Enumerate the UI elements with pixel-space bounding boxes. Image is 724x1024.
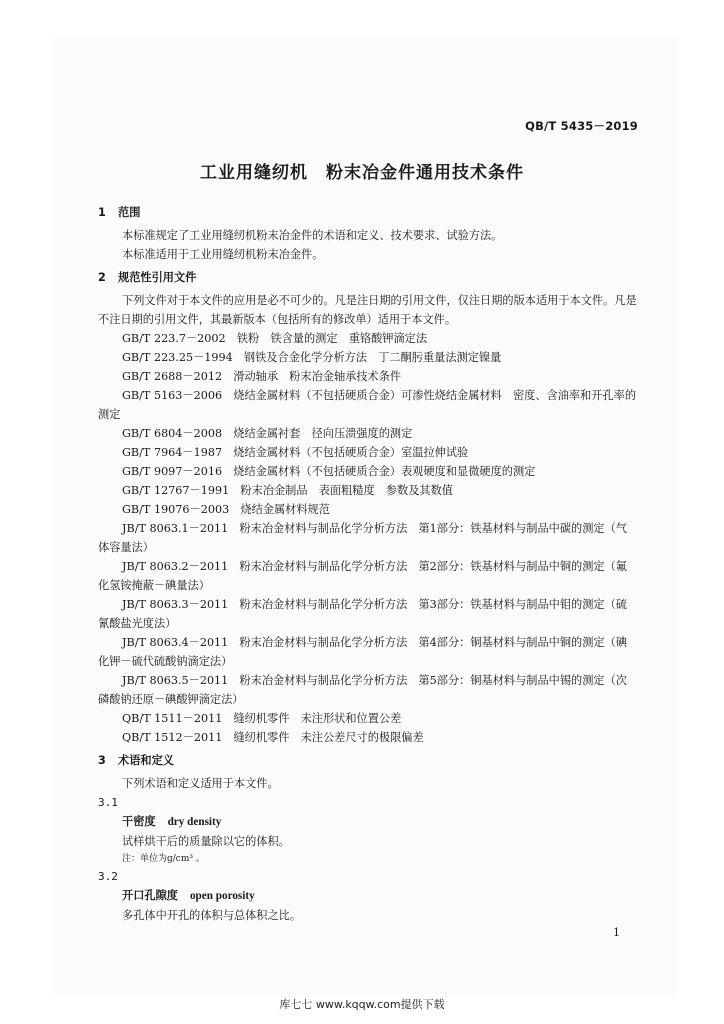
reference-item: JB/T 8063.2－2011 粉末冶金材料与制品化学分析方法 第2部分：铁基材料与制品中铜的测定（氟化氢铵掩蔽－碘量法） xyxy=(98,560,627,592)
reference-item: JB/T 8063.3－2011 粉末冶金材料与制品化学分析方法 第3部分：铁基材料与制品中钼的测定（硫氰酸盐光度法） xyxy=(98,598,627,630)
section-3-heading: 3 术语和定义 xyxy=(98,754,174,767)
reference-item: QB/T 1511－2011 缝纫机零件 未注形状和位置公差 xyxy=(122,712,402,725)
reference-item: QB/T 1512－2011 缝纫机零件 未注公差尺寸的极限偏差 xyxy=(122,731,424,744)
term-en: open porosity xyxy=(189,890,255,902)
term-heading xyxy=(98,886,638,906)
term-definition: 试样烘干后的质量除以它的体积。 xyxy=(122,835,290,848)
paragraph: 本标准规定了工业用缝纫机粉末冶金件的术语和定义、技术要求、试验方法。 xyxy=(122,229,503,242)
doc-code: QB/T 5435－2019 xyxy=(525,119,638,133)
term-cn: 开口孔隙度 xyxy=(122,888,178,902)
term-definition: 多孔体中开孔的体积与总体积之比。 xyxy=(122,909,302,922)
reference-item: GB/T 223.25－1994 钢铁及合金化学分析方法 丁二酮肟重量法测定镍量 xyxy=(122,351,502,364)
download-footer: 库七七 www.kqqw.com提供下载 xyxy=(279,998,445,1011)
doc-title: 工业用缝纫机 粉末冶金件通用技术条件 xyxy=(200,163,524,183)
reference-item: GB/T 6804－2008 烧结金属衬套 径向压溃强度的测定 xyxy=(122,427,413,440)
term-cn: 干密度 xyxy=(122,814,156,828)
document-body xyxy=(98,203,638,925)
section-2-heading: 2 规范性引用文件 xyxy=(98,271,197,284)
reference-item: GB/T 12767－1991 粉末冶金制品 表面粗糙度 参数及其数值 xyxy=(122,484,453,497)
paragraph: 下列术语和定义适用于本文件。 xyxy=(122,777,279,790)
page-number: 1 xyxy=(613,926,620,939)
reference-item: JB/T 8063.1－2011 粉末冶金材料与制品化学分析方法 第1部分：铁基材料与制品中碳的测定（气体容量法） xyxy=(98,522,627,554)
paragraph: 下列文件对于本文件的应用是必不可少的。凡是注日期的引用文件，仅注日期的版本适用于本文件。凡是不注日期的引用文件，其最新版本（包括所有的修改单）适用于本文件。 xyxy=(98,294,637,326)
reference-item: GB/T 5163－2006 烧结金属材料（不包括硬质合金）可渗性烧结金属材料 密度、含油率和开孔率的测定 xyxy=(98,389,637,421)
term-heading xyxy=(98,812,638,832)
reference-item: JB/T 8063.4－2011 粉末冶金材料与制品化学分析方法 第4部分：铜基材料与制品中铜的测定（碘化钾－硫代硫酸钠滴定法） xyxy=(98,636,627,668)
reference-item: GB/T 223.7－2002 铁粉 铁含量的测定 重铬酸钾滴定法 xyxy=(122,332,428,345)
term-number: 3.2 xyxy=(98,870,118,883)
term-number: 3.1 xyxy=(98,796,118,809)
reference-item: GB/T 2688－2012 滑动轴承 粉末冶金轴承技术条件 xyxy=(122,370,402,383)
reference-item: GB/T 7964－1987 烧结金属材料（不包括硬质合金）室温拉伸试验 xyxy=(122,446,469,459)
term-en: dry density xyxy=(167,816,222,828)
reference-item: JB/T 8063.5－2011 粉末冶金材料与制品化学分析方法 第5部分：铜基材料与制品中锡的测定（次磷酸钠还原－碘酸钾滴定法） xyxy=(98,674,627,706)
section-1-heading: 1 范围 xyxy=(98,206,141,219)
reference-item: GB/T 9097－2016 烧结金属材料（不包括硬质合金）表观硬度和显微硬度的测定 xyxy=(122,465,536,478)
paragraph: 本标准适用于工业用缝纫机粉末冶金件。 xyxy=(122,248,324,261)
reference-item: GB/T 19076－2003 烧结金属材料规范 xyxy=(122,503,330,516)
term-note: 注：单位为g/cm³ 。 xyxy=(122,854,205,864)
